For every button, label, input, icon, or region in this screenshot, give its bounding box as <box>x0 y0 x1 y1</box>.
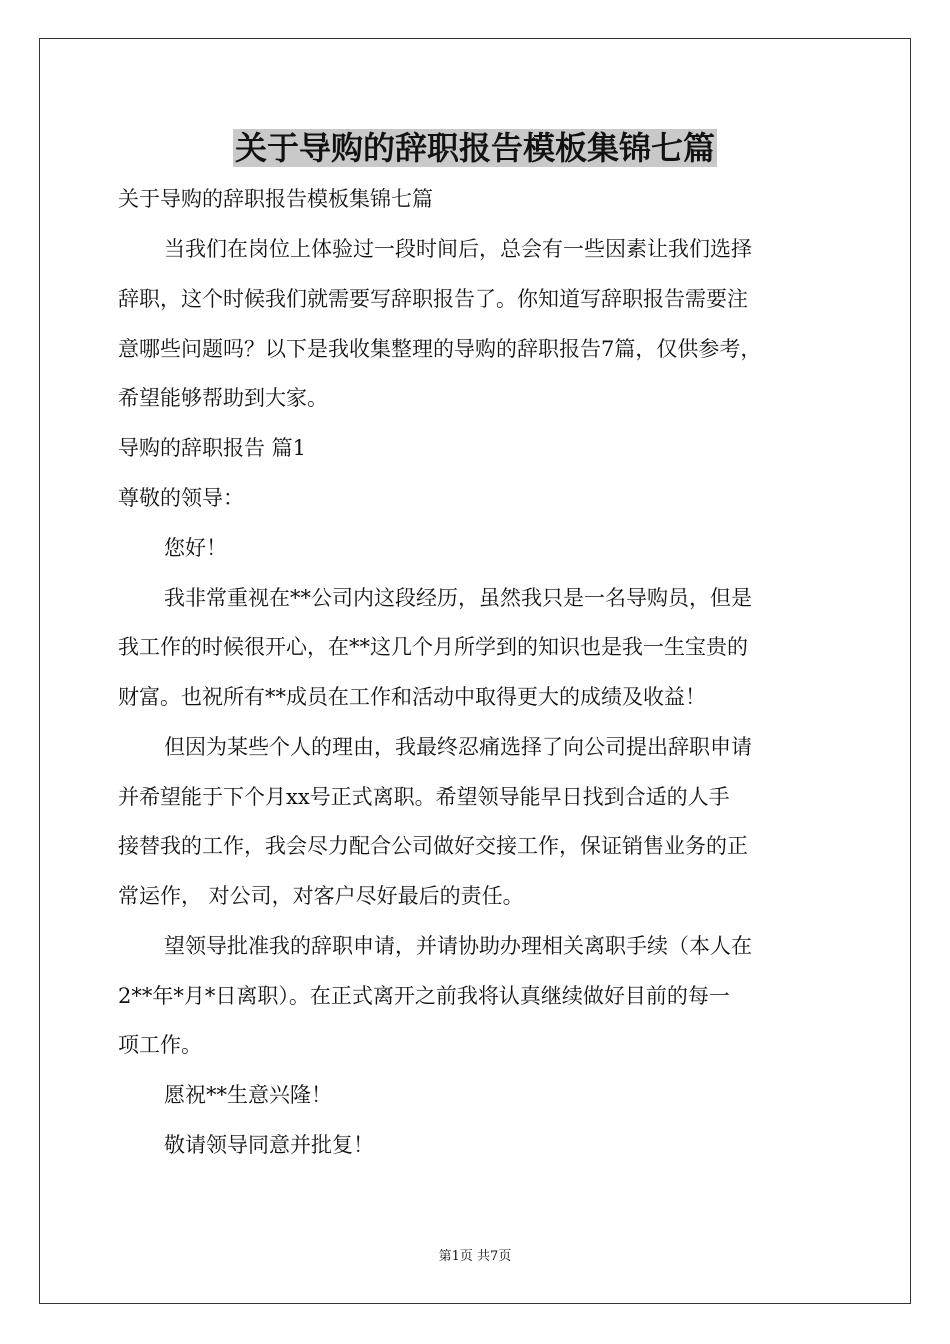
paragraph-line: 当我们在岗位上体验过一段时间后，总会有一些因素让我们选择 <box>164 237 752 261</box>
page-number: 第1页 共7页 <box>438 1249 512 1264</box>
paragraph-line: 我非常重视在**公司内这段经历，虽然我只是一名导购员，但是 <box>164 586 752 610</box>
closing-line: 愿祝**生意兴隆！ <box>164 1083 332 1107</box>
salutation: 尊敬的领导： <box>118 486 244 510</box>
paragraph-line: 财富。也祝所有**成员在工作和活动中取得更大的成绩及收益！ <box>118 685 706 709</box>
section-heading: 导购的辞职报告 篇1 <box>118 436 307 460</box>
paragraph-line: 我工作的时候很开心，在**这几个月所学到的知识也是我一生宝贵的 <box>118 635 748 659</box>
paragraph-line: 项工作。 <box>118 1033 202 1057</box>
document-title <box>0 124 950 172</box>
paragraph-line: 2**年*月*日离职）。在正式离开之前我将认真继续做好目前的每一 <box>118 984 730 1008</box>
paragraph-line: 并希望能于下个月xx号正式离职。希望领导能早日找到合适的人手 <box>118 785 730 809</box>
paragraph-line: 接替我的工作，我会尽力配合公司做好交接工作，保证销售业务的正 <box>118 834 748 858</box>
paragraph-line: 希望能够帮助到大家。 <box>118 386 328 410</box>
paragraph-line: 辞职，这个时候我们就需要写辞职报告了。你知道写辞职报告需要注 <box>118 287 748 311</box>
paragraph-line: 但因为某些个人的理由，我最终忍痛选择了向公司提出辞职申请 <box>164 735 752 759</box>
closing-line: 敬请领导同意并批复！ <box>164 1133 374 1157</box>
paragraph-line: 意哪些问题吗？以下是我收集整理的导购的辞职报告7篇，仅供参考， <box>118 337 762 361</box>
document-title-text: 关于导购的辞职报告模板集锦七篇 <box>234 129 715 167</box>
paragraph-line: 常运作， 对公司，对客户尽好最后的责任。 <box>118 884 524 908</box>
page-border <box>39 38 911 1304</box>
subtitle-line: 关于导购的辞职报告模板集锦七篇 <box>118 187 433 211</box>
paragraph-line: 望领导批准我的辞职申请，并请协助办理相关离职手续（本人在 <box>164 934 752 958</box>
greeting: 您好！ <box>164 536 227 560</box>
